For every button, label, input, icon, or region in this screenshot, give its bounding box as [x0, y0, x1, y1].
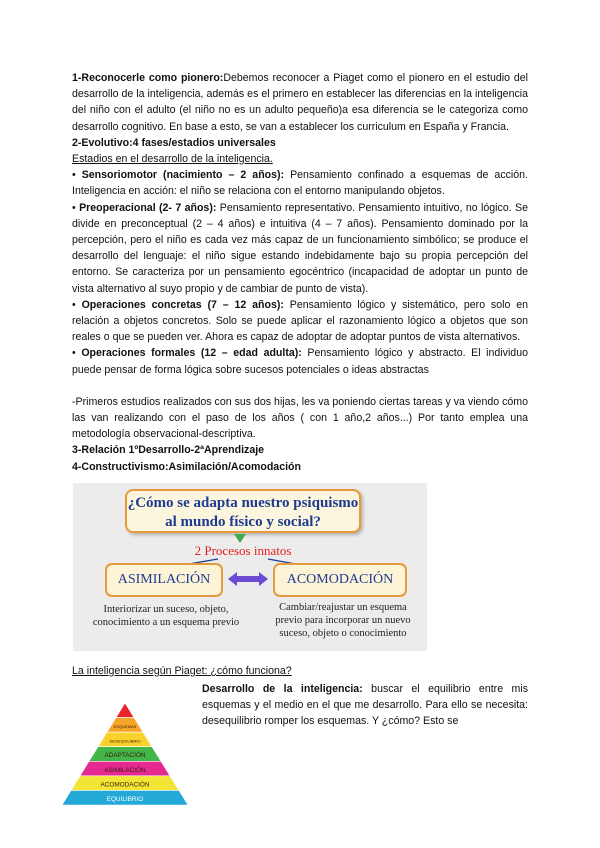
stage-4-label: Operaciones formales (12 – edad adulta): [81, 347, 302, 360]
pyramid-diagram [62, 703, 188, 805]
asimilacion-description [91, 603, 241, 629]
final-paragraph [202, 681, 528, 730]
pyramid-label-5: ACOMODACIÓN [100, 781, 150, 789]
section-1-text: Debemos reconocer a Piaget como el pionero en el estudio del desarrollo de la inteligencia, además es el primero en establecer las diferencias en la inteligencia del niño con el adulto (el niño no es un adulto pequeño)a esa diferencia se le categoriza como desarrollo cognitivo. En base a esto, se van a establecer los curriculum en España y Francia. [72, 72, 528, 133]
section-1 [72, 70, 528, 135]
final-label: Desarrollo de la inteligencia: [202, 683, 363, 696]
document-body [72, 70, 529, 803]
pyramid-label-4: ASIMILACIÓN [104, 766, 146, 774]
stage-concretas: • Operaciones concretas (7 – 12 años): Pensamiento lógico y sistemático, pero solo en relación a objetos concretos. Solo se puede aplicar el razonamiento lógico a objetos que son reales o que se pueden ver. Ahora es capaz de adoptar de adoptar puntos de vista alternativos. [72, 298, 528, 344]
inteligencia-link: La inteligencia según Piaget: ¿cómo funciona? [72, 664, 292, 677]
stage-2-text: Pensamiento representativo. Pensamiento intuitivo, no lógico. Se divide en preconceptual (2 – 4 años) e intuitiva (4 – 7 años). Pensamiento dominado por la percepción, pero el niño es cada vez más capaz de un funcionamiento simbólico; se produce el desarrollo del lenguaje: el niño sigue estando indebidamente bajo su propia percepción del entorno. Se caracteriza por un pensamiento egocéntrico (incapacidad de adoptar un punto de vista alternativo al suyo propio y de cambiar de punto de vista). [72, 201, 528, 295]
acom-desc-line-3: suceso, objeto o conocimiento [279, 627, 407, 639]
acom-desc-line-2: previo para incorporar un nuevo [275, 614, 411, 626]
stage-1-label: Sensoriomotor (nacimiento – 2 años): [81, 169, 285, 182]
acomodacion-box: ACOMODACIÓN [273, 563, 407, 597]
section-4-title: 4-Constructivismo:Asimilación/Acomodación [72, 460, 301, 473]
final-text: buscar el equilibrio entre mis esquemas y el medio en el que me desarrollo. Para ello se necesita: desequilibrio romper los esquemas. Y ¿cómo? Esto se [202, 683, 528, 728]
question-box [125, 489, 361, 533]
pyramid-label-3: ADAPTACIÓN [104, 752, 146, 760]
stage-1-text: Pensamiento confinado a esquemas de acción. Inteligencia en acción: el niño se relaciona con el entorno manipulando objetos. [72, 169, 529, 198]
procesos-label: 2 Procesos innatos [194, 542, 292, 558]
question-line-1: ¿Cómo se adapta nuestro psiquismo [127, 494, 359, 511]
section-1-title: 1-Reconocerle como pionero: [72, 72, 224, 84]
section-2-subtitle: Estadios en el desarrollo de la inteligencia. [72, 153, 273, 166]
section-2-title: 2-Evolutivo:4 fases/estadios universales [72, 136, 276, 149]
stage-4-text: Pensamiento lógico y abstracto. El individuo puede pensar de forma lógica sobre sucesos potenciales o ideas abstractas [72, 347, 528, 376]
section-3-title: 3-Relación 1ºDesarrollo-2ªAprendizaje [72, 444, 265, 457]
adaptation-diagram [73, 483, 427, 651]
acomodacion-description [261, 601, 425, 640]
pyramid-label-2: DESEQUILIBRIO [109, 738, 141, 744]
asim-desc-line-2: conocimiento a un esquema previo [92, 616, 240, 628]
asim-desc-line-1: Interiorizar un suceso, objeto, [103, 603, 229, 615]
asimilacion-box: ASIMILACIÓN [105, 563, 223, 597]
stage-sensoriomotor: • Sensoriomotor (nacimiento – 2 años): Pensamiento confinado a esquemas de acción. Inteligencia en acción: el niño se relaciona con el entorno manipulando objetos. [72, 169, 529, 198]
stage-3-label: Operaciones concretas (7 – 12 años): [81, 298, 284, 311]
pyramid-level-0 [116, 703, 134, 718]
stage-2-label: Preoperacional (2- 7 años): [79, 201, 217, 214]
stage-preoperacional: • Preoperacional (2- 7 años): Pensamiento representativo. Pensamiento intuitivo, no lógico. Se divide en preconceptual (2 – 4 años) e intuitiva (4 – 7 años). Pensamiento dominado por la percepción, pero el niño es cada vez más capaz de un funcionamiento simbólico; se produce el desarrollo del lenguaje: el niño sigue estando indebidamente bajo su propia percepción del entorno. Se caracteriza por un pensamiento egocéntrico (incapacidad de adoptar un punto de vista alternativo al suyo propio y de cambiar de punto de vista). [72, 201, 528, 295]
acom-desc-line-1: Cambiar/reajustar un esquema [279, 601, 407, 613]
question-line-2: al mundo físico y social? [165, 513, 321, 530]
pyramid-label-6: EQUILIBRIO [106, 795, 144, 803]
down-arrow-icon [234, 534, 246, 543]
double-arrow-icon [228, 572, 268, 586]
stage-formales: • Operaciones formales (12 – edad adulta): Pensamiento lógico y abstracto. El individuo puede pensar de forma lógica sobre sucesos potenciales o ideas abstractas [72, 347, 528, 376]
final-row [72, 681, 528, 803]
pyramid-label-1: ESQUEMAS [113, 724, 137, 730]
primeros-estudios: -Primeros estudios realizados con sus dos hijas, les va poniendo ciertas tareas y va viendo cómo las van realizando con el paso de los años ( con 1 año,2 años...) Por tanto emplea una metodología observacional-descriptiva. [72, 395, 528, 441]
stage-3-text: Pensamiento lógico y sistemático, pero solo en relación a objetos concretos. Solo se puede aplicar el razonamiento lógico a objetos que son reales o que se pueden ver. Ahora es capaz de adoptar de adoptar puntos de vista alternativos. [72, 298, 528, 344]
